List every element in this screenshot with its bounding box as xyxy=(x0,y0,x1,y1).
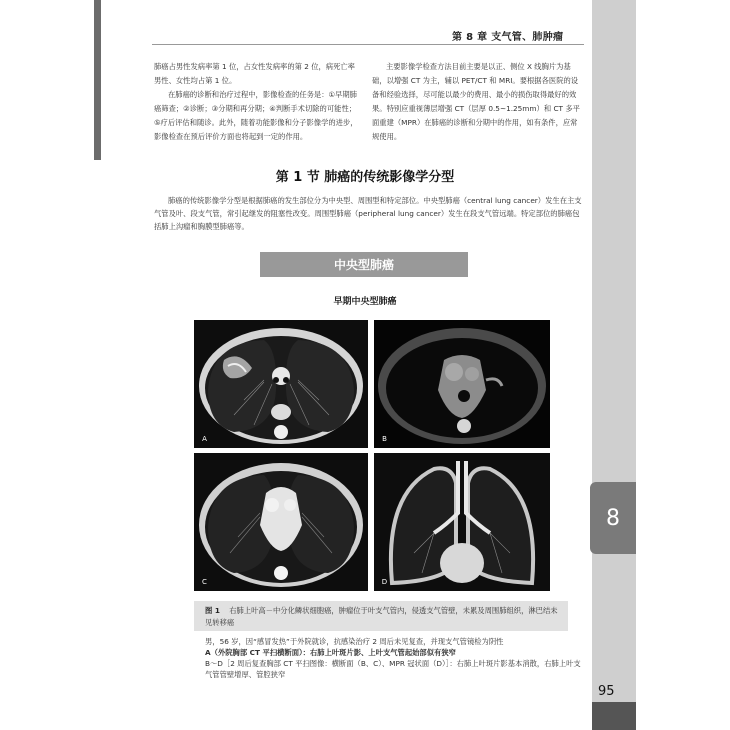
running-header: 第 8 章 支气管、肺肿瘤 xyxy=(452,32,564,43)
note-line: A（外院胸部 CT 平扫横断面）：右肺上叶斑片影、上叶支气管起始部似有狭窄 xyxy=(205,648,456,657)
figure-caption xyxy=(205,605,561,629)
section-intro xyxy=(154,194,584,233)
panel-label-a: A xyxy=(202,434,207,443)
right-margin-bar xyxy=(592,0,636,730)
left-margin-bar xyxy=(94,0,101,160)
page-number: 95 xyxy=(598,684,615,699)
ct-image-d xyxy=(374,453,550,591)
paragraph: 肺癌的传统影像学分型是根据肺癌的发生部位分为中央型、周围型和特定部位。中央型肺癌（central lung cancer）发生在主支气管及叶、段支气管，常引起继发的阻塞性改变。周围型肺癌（peripheral lung cancer）发生在段支气管远端。特定部位的肺癌包括肺上沟瘤和胸膜型肺癌等。 xyxy=(154,196,582,231)
note-line: B～D［2 周后复查胸部 CT 平扫图像：横断面（B、C）、MPR 冠状面（D）］：右肺上叶斑片影基本消散，右肺上叶支气管管壁增厚、管腔狭窄 xyxy=(205,659,581,679)
paragraph: 主要影像学检查方法目前主要是以正、侧位 X 线胸片为基础，以增强 CT 为主，辅以 PET/CT 和 MRI。要根据各医院的设备和经验选择，尽可能以最少的费用、最小的损伤取得最好的效果。特别应重视薄层增强 CT（层厚 0.5~1.25mm）和 CT 多平面重建（MPR）在肺癌的诊断和分期中的作用，如有条件，应常规使用。 xyxy=(372,62,580,141)
left-text-column xyxy=(154,60,362,144)
bottom-margin-mark xyxy=(592,702,636,730)
figure-caption-text: 右肺上叶高－中分化鳞状细胞癌，肿瘤位于叶支气管内，侵透支气管壁，未累及周围肺组织，淋巴结未见转移癌 xyxy=(205,606,558,627)
subheading: 早期中央型肺癌 xyxy=(333,297,397,307)
figure-notes xyxy=(205,636,585,680)
paragraph: 在肺癌的诊断和治疗过程中，影像检查的任务是：①早期肺癌筛查；②诊断；③分期和再分期；④判断手术切除的可能性；⑤疗后评估和随诊。此外，随着功能影像和分子影像学的进步，影像检查在预后评价方面也将起到一定的作用。 xyxy=(154,90,358,141)
paragraph: 肺癌占男性发病率第 1 位，占女性发病率的第 2 位，病死亡率男性、女性均占第 1 位。 xyxy=(154,62,355,85)
figure-number: 图 1 xyxy=(205,606,220,615)
ct-image-c xyxy=(194,453,368,591)
chapter-tab-number: 8 xyxy=(606,505,620,531)
panel-label-b: B xyxy=(382,434,387,443)
section-title: 第 1 节 肺癌的传统影像学分型 xyxy=(275,170,455,185)
ct-image-a xyxy=(194,320,368,448)
right-text-column xyxy=(372,60,584,144)
panel-label-c: C xyxy=(202,577,207,586)
note-line: 男，56 岁，因“感冒发热”于外院就诊，抗感染治疗 2 周后未见复查，并现支气管镜检为阴性 xyxy=(205,637,504,646)
chapter-tab xyxy=(590,482,636,554)
section-banner: 中央型肺癌 xyxy=(260,252,468,277)
panel-label-d: D xyxy=(381,577,388,586)
ct-image-b xyxy=(374,320,550,448)
header-rule xyxy=(152,44,584,45)
